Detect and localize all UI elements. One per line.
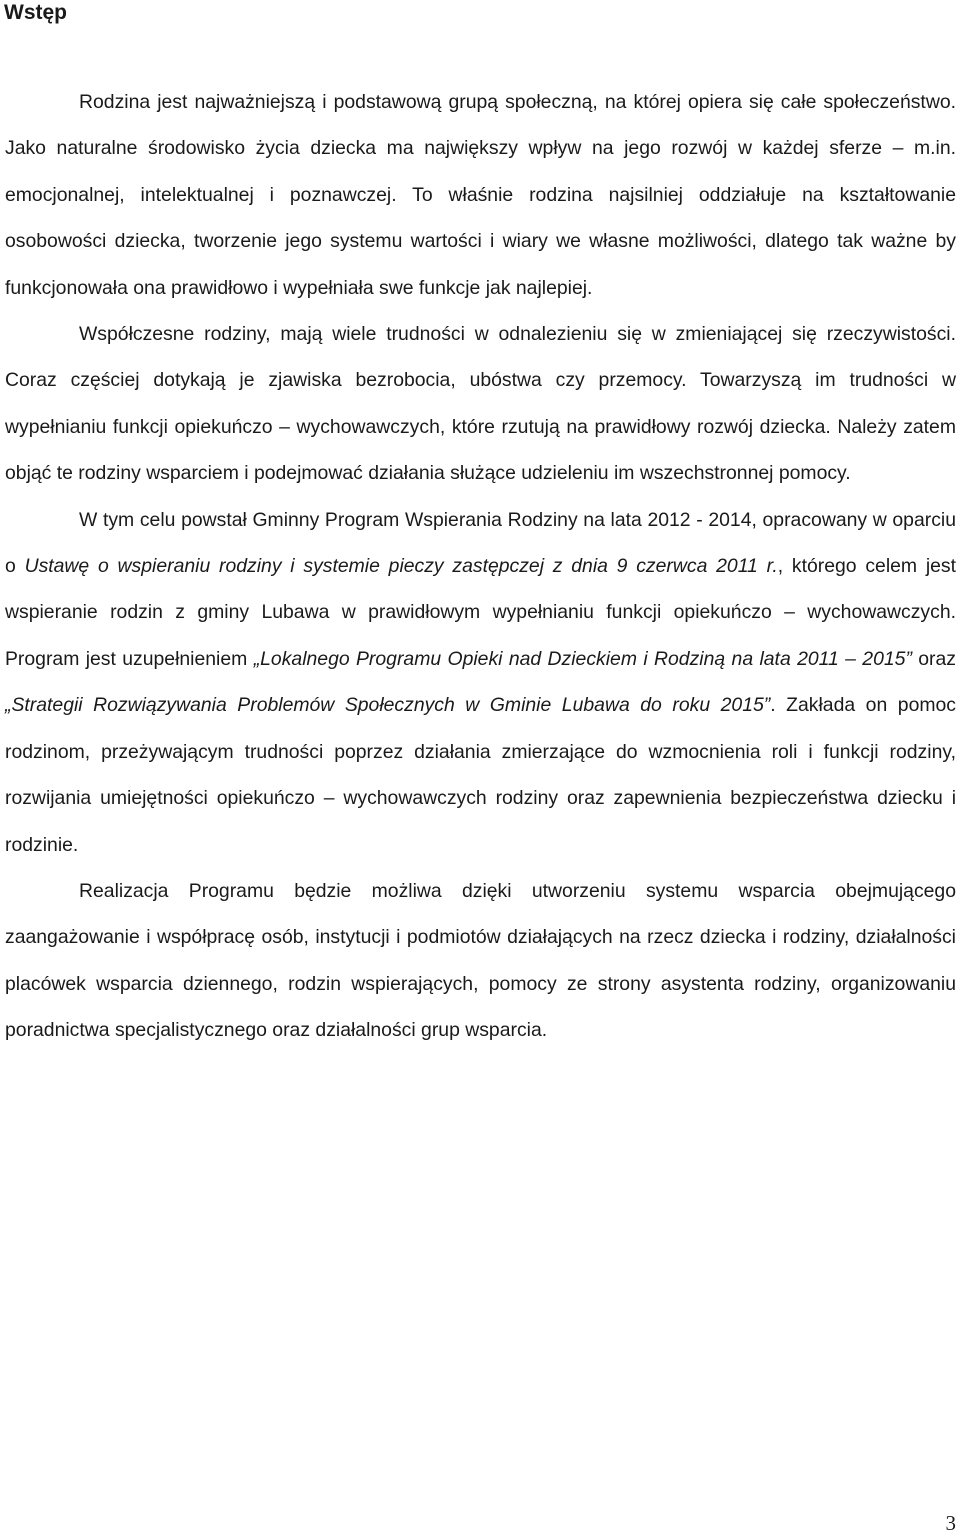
paragraph-3-text-b: , którego celem jest wspieranie rodzin z gminy Lubawa w prawidłowym wypełnianiu funkcji opiekuńczo – wychowawczych. Program jest uzupełnieniem xyxy=(5,555,957,670)
strategy-title: „Strategii Rozwiązywania Problemów Społecznych w Gminie Lubawa do roku 2015” xyxy=(5,694,771,717)
page-number: 3 xyxy=(945,1511,956,1535)
paragraph-3-text-c: oraz xyxy=(911,647,956,670)
paragraph-1: Rodzina jest najważniejszą i podstawową grupą społeczną, na której opiera się całe społeczeństwo. Jako naturalne środowisko życia dziecka ma największy wpływ na jego rozwój w każdej sferze – m.in. emocjonalnej, intelektualnej i poznawczej. To właśnie rodzina najsilniej oddziałuje na kształtowanie osobowości dziecka, tworzenie jego systemu wartości i wiary we własne możliwości, dlatego tak ważne by funkcjonowała ona prawidłowo i wypełniała swe funkcje jak najlepiej. xyxy=(5,91,956,299)
paragraph-3-text-d: . Zakłada on pomoc rodzinom, przeżywającym trudności poprzez działania zmierzające do wzmocnienia roli i funkcji rodziny, rozwijania umiejętności opiekuńczo – wychowawczych rodziny oraz zapewnienia bezpieczeństwa dziecku i rodzinie. xyxy=(5,694,956,856)
paragraph-2: Współczesne rodziny, mają wiele trudności w odnalezieniu się w zmieniającej się rzeczywistości. Coraz częściej dotykają je zjawiska bezrobocia, ubóstwa czy przemocy. Towarzyszą im trudności w wypełnianiu funkcji opiekuńczo – wychowawczych, które rzutują na prawidłowy rozwój dziecka. Należy zatem objąć te rodziny wsparciem i podejmować działania służące udzieleniu im wszechstronnej pomocy. xyxy=(5,323,956,485)
document-body xyxy=(5,79,956,1054)
paragraph-3 xyxy=(5,497,956,868)
paragraph-4: Realizacja Programu będzie możliwa dzięki utworzeniu systemu wsparcia obejmującego zaangażowanie i współpracę osób, instytucji i podmiotów działających na rzecz dziecka i rodziny, działalności placówek wsparcia dziennego, rodzin wspierających, pomocy ze strony asystenta rodziny, organizowaniu poradnictwa specjalistycznego oraz działalności grup wsparcia. xyxy=(5,879,956,1042)
section-heading: Wstęp xyxy=(4,1,67,24)
act-citation: Ustawę o wspieraniu rodziny i systemie pieczy zastępczej z dnia 9 czerwca 2011 r. xyxy=(24,555,778,578)
local-program-title: „Lokalnego Programu Opieki nad Dzieckiem i Rodziną na lata 2011 – 2015” xyxy=(253,647,912,670)
paragraph-3-text-a: W tym celu powstał Gminny Program Wspierania Rodziny na lata 2012 - 2014, opracowany w oparciu o xyxy=(5,508,956,578)
